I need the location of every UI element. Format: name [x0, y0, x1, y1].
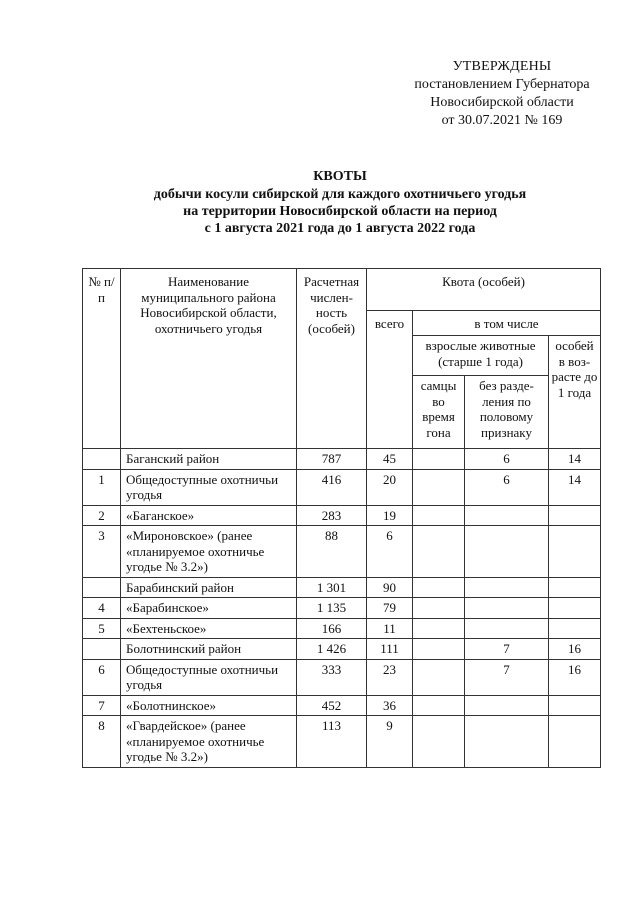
cell-population: 787 [297, 449, 367, 470]
cell-population: 1 426 [297, 639, 367, 660]
approval-region: Новосибирской области [430, 95, 574, 110]
cell-no-sex: 6 [465, 449, 549, 470]
header-num: № п/п [83, 269, 121, 449]
table-row [83, 526, 601, 578]
table-row [83, 639, 601, 660]
cell-name: «Барабинское» [121, 598, 297, 619]
cell-young: 14 [549, 449, 601, 470]
approval-decree: постановлением Губернатора [414, 77, 590, 92]
cell-name: «Болотнинское» [121, 695, 297, 716]
table-row [83, 618, 601, 639]
quota-table [82, 268, 601, 768]
header-row-1 [83, 269, 601, 311]
cell-population: 333 [297, 659, 367, 695]
cell-num: 7 [83, 695, 121, 716]
cell-young [549, 577, 601, 598]
cell-no-sex [465, 716, 549, 768]
cell-num: 4 [83, 598, 121, 619]
header-adults: взрослые животные (старше 1 года) [413, 336, 549, 376]
cell-young [549, 716, 601, 768]
cell-males [413, 449, 465, 470]
cell-name: Баганский район [121, 449, 297, 470]
cell-population: 1 301 [297, 577, 367, 598]
cell-no-sex [465, 577, 549, 598]
cell-population: 88 [297, 526, 367, 578]
cell-males [413, 526, 465, 578]
approval-heading: УТВЕРЖДЕНЫ [452, 59, 552, 74]
cell-total: 6 [367, 526, 413, 578]
table-row [83, 505, 601, 526]
cell-name: «Баганское» [121, 505, 297, 526]
table-row [83, 598, 601, 619]
cell-no-sex: 7 [465, 659, 549, 695]
cell-males [413, 505, 465, 526]
cell-total: 9 [367, 716, 413, 768]
cell-total: 79 [367, 598, 413, 619]
cell-population: 416 [297, 469, 367, 505]
header-quota: Квота (особей) [367, 269, 601, 311]
cell-population: 113 [297, 716, 367, 768]
cell-num: 3 [83, 526, 121, 578]
cell-num [83, 449, 121, 470]
header-total: всего [367, 311, 413, 449]
cell-total: 36 [367, 695, 413, 716]
title-line-4: с 1 августа 2021 года до 1 августа 2022 года [204, 221, 476, 236]
cell-young [549, 505, 601, 526]
cell-no-sex [465, 695, 549, 716]
cell-total: 19 [367, 505, 413, 526]
approval-date-number: от 30.07.2021 № 169 [441, 113, 563, 128]
cell-name: Барабинский район [121, 577, 297, 598]
cell-young [549, 526, 601, 578]
cell-young [549, 618, 601, 639]
cell-no-sex [465, 618, 549, 639]
approval-block [380, 58, 624, 130]
title-line-3: на территории Новосибирской области на период [183, 204, 497, 219]
cell-num: 5 [83, 618, 121, 639]
cell-young: 16 [549, 639, 601, 660]
cell-young [549, 695, 601, 716]
cell-total: 11 [367, 618, 413, 639]
cell-no-sex: 6 [465, 469, 549, 505]
cell-total: 45 [367, 449, 413, 470]
cell-no-sex: 7 [465, 639, 549, 660]
cell-name: Болотнинский район [121, 639, 297, 660]
title-main: КВОТЫ [313, 169, 367, 184]
cell-no-sex [465, 526, 549, 578]
table-row [83, 469, 601, 505]
table-row [83, 716, 601, 768]
cell-name: Общедоступные охотничьи угодья [121, 659, 297, 695]
cell-num: 2 [83, 505, 121, 526]
cell-num [83, 639, 121, 660]
table-row [83, 659, 601, 695]
cell-males [413, 716, 465, 768]
table-row [83, 449, 601, 470]
cell-young: 16 [549, 659, 601, 695]
cell-population: 452 [297, 695, 367, 716]
cell-name: «Гвардейское» (ранее «планируемое охотничье угодье № 3.2») [121, 716, 297, 768]
table-row [83, 577, 601, 598]
cell-num: 1 [83, 469, 121, 505]
cell-no-sex [465, 598, 549, 619]
cell-males [413, 618, 465, 639]
cell-males [413, 695, 465, 716]
cell-population: 283 [297, 505, 367, 526]
cell-males [413, 639, 465, 660]
cell-name: Общедоступные охотничьи угодья [121, 469, 297, 505]
cell-young [549, 598, 601, 619]
header-no-sex: без разде-ления по половому признаку [465, 376, 549, 449]
cell-males [413, 577, 465, 598]
title-line-2: добычи косули сибирской для каждого охотничьего угодья [153, 187, 527, 202]
cell-males [413, 659, 465, 695]
cell-total: 90 [367, 577, 413, 598]
cell-males [413, 469, 465, 505]
quota-table-body [83, 269, 601, 768]
header-including: в том числе [413, 311, 601, 336]
cell-young: 14 [549, 469, 601, 505]
cell-total: 23 [367, 659, 413, 695]
cell-num: 8 [83, 716, 121, 768]
cell-population: 1 135 [297, 598, 367, 619]
cell-total: 20 [367, 469, 413, 505]
cell-name: «Бехтеньское» [121, 618, 297, 639]
cell-population: 166 [297, 618, 367, 639]
table-row [83, 695, 601, 716]
header-males: самцы во время гона [413, 376, 465, 449]
cell-num [83, 577, 121, 598]
cell-males [413, 598, 465, 619]
header-young: особей в воз-расте до 1 года [549, 336, 601, 449]
header-population: Расчетная числен-ность (особей) [297, 269, 367, 449]
cell-num: 6 [83, 659, 121, 695]
cell-name: «Мироновское» (ранее «планируемое охотничье угодье № 3.2») [121, 526, 297, 578]
cell-total: 111 [367, 639, 413, 660]
cell-no-sex [465, 505, 549, 526]
header-name: Наименование муниципального района Новосибирской области, охотничьего угодья [121, 269, 297, 449]
document-title [40, 168, 640, 237]
